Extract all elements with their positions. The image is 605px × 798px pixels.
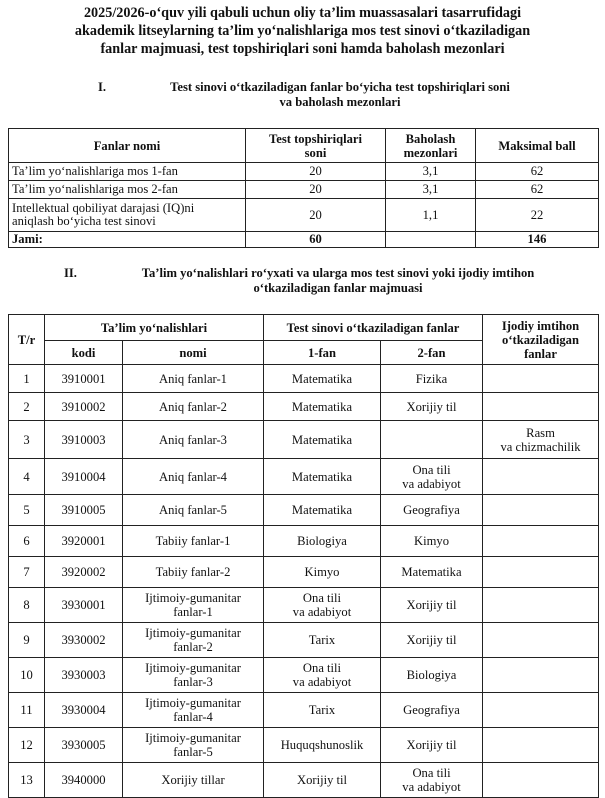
row-number: 13	[9, 763, 45, 798]
subject-2-cell	[381, 623, 483, 658]
table-row	[9, 495, 599, 526]
criteria-cell: 1,1	[386, 199, 476, 232]
cell-line: Xorijiy til	[406, 399, 457, 414]
cell-line: Ona tili	[302, 591, 342, 605]
cell-line: Aniq fanlar-4	[159, 469, 227, 484]
section-2-heading	[64, 266, 584, 298]
table-row	[9, 199, 599, 232]
creative-exam-cell	[483, 393, 599, 421]
header-criteria	[386, 129, 476, 163]
direction-name	[123, 421, 264, 459]
subject-1-cell	[264, 557, 381, 588]
header-subject-1: 1-fan	[264, 341, 381, 365]
cell-line: Ijtimoiy-gumanitar	[145, 591, 241, 605]
direction-name	[123, 526, 264, 557]
creative-exam-cell	[483, 658, 599, 693]
row-number: 4	[9, 459, 45, 495]
header-subject-name: Fanlar nomi	[9, 129, 246, 163]
section-2-heading-text	[98, 266, 578, 296]
header-tr: T/r	[9, 315, 45, 365]
cell-line: Aniq fanlar-5	[159, 503, 227, 517]
direction-name	[123, 693, 264, 728]
direction-name	[123, 763, 264, 798]
subject-1-cell	[264, 728, 381, 763]
criteria-cell: 3,1	[386, 163, 476, 181]
table-row	[9, 623, 599, 658]
cell-line: Ijtimoiy-gumanitar	[145, 696, 241, 710]
cell-line: Kimyo	[304, 565, 340, 579]
cell-line: fanlar-1	[173, 605, 213, 619]
cell-line: Ta’lim yo‘nalishlariga mos 2-fan	[12, 182, 178, 196]
subject-2-cell	[381, 495, 483, 526]
cell-line: Matematika	[291, 432, 353, 447]
subject-name-cell	[9, 199, 246, 232]
cell-line: Xorijiy til	[296, 773, 348, 787]
cell-line: Huquqshunoslik	[280, 738, 364, 752]
heading-line: o‘tkaziladigan fanlar majmuasi	[253, 281, 423, 295]
header-line: Test topshiriqlari	[269, 131, 362, 146]
cell-line: Tarix	[308, 703, 336, 717]
creative-exam-cell	[483, 588, 599, 623]
subject-2-cell	[381, 421, 483, 459]
cell-line: Ijtimoiy-gumanitar	[145, 661, 241, 675]
heading-line: Test sinovi o‘tkaziladigan fanlar bo‘yicha test topshiriqlari soni	[170, 80, 510, 94]
section-1-heading	[98, 80, 578, 112]
direction-name	[123, 728, 264, 763]
subject-1-cell	[264, 421, 381, 459]
cell-line: Rasm	[526, 425, 555, 440]
direction-code: 3910001	[45, 365, 123, 393]
total-max: 146	[476, 232, 599, 248]
table-row	[9, 365, 599, 393]
cell-line: Matematika	[291, 469, 353, 484]
cell-line: va adabiyot	[402, 780, 461, 794]
cell-line: Xorijiy til	[406, 633, 457, 647]
table-row	[9, 163, 599, 181]
direction-code: 3930001	[45, 588, 123, 623]
cell-line: Xorijiy tillar	[161, 773, 225, 787]
table-header-row	[9, 315, 599, 341]
cell-line: Aniq fanlar-3	[159, 432, 227, 447]
header-line: mezonlari	[403, 145, 458, 160]
row-number: 9	[9, 623, 45, 658]
row-number: 3	[9, 421, 45, 459]
cell-line: Ona tili	[412, 766, 451, 780]
section-1-number: I.	[98, 80, 107, 94]
table-header-row	[9, 129, 599, 163]
direction-code: 3920002	[45, 557, 123, 588]
direction-code: 3930003	[45, 658, 123, 693]
cell-line: Matematika	[291, 371, 353, 386]
cell-line: Xorijiy til	[406, 598, 457, 612]
creative-exam-cell	[483, 623, 599, 658]
subject-2-cell	[381, 693, 483, 728]
header-directions: Ta’lim yo‘nalishlari	[45, 315, 264, 341]
cell-line: Intellektual qobiliyat darajasi (IQ)ni	[12, 201, 195, 215]
creative-exam-cell	[483, 365, 599, 393]
document-title	[0, 4, 605, 58]
header-task-count	[246, 129, 386, 163]
direction-code: 3910005	[45, 495, 123, 526]
header-code: kodi	[45, 341, 123, 365]
row-number: 6	[9, 526, 45, 557]
header-max-score: Maksimal ball	[476, 129, 599, 163]
row-number: 1	[9, 365, 45, 393]
row-number: 12	[9, 728, 45, 763]
cell-line: Biologiya	[406, 668, 457, 682]
header-name: nomi	[123, 341, 264, 365]
cell-line: va adabiyot	[292, 675, 352, 689]
subject-2-cell	[381, 393, 483, 421]
row-number: 7	[9, 557, 45, 588]
section-2-number: II.	[64, 266, 77, 280]
cell-line: Fizika	[415, 371, 448, 386]
subject-1-cell	[264, 495, 381, 526]
creative-exam-cell	[483, 459, 599, 495]
cell-line: va adabiyot	[292, 605, 352, 619]
cell-line: Biologiya	[297, 534, 347, 548]
table-row	[9, 658, 599, 693]
cell-line: Matematika	[291, 399, 353, 414]
header-line: Baholash	[405, 131, 456, 146]
cell-line: Geografiya	[403, 503, 460, 517]
direction-name	[123, 623, 264, 658]
cell-line: aniqlash bo‘yicha test sinovi	[12, 214, 156, 228]
cell-line: fanlar-2	[173, 640, 213, 654]
max-score-cell: 62	[476, 163, 599, 181]
creative-exam-cell	[483, 495, 599, 526]
direction-name	[123, 393, 264, 421]
direction-name	[123, 459, 264, 495]
cell-line: Tabiiy fanlar-2	[155, 565, 231, 579]
subject-1-cell	[264, 526, 381, 557]
subject-2-cell	[381, 763, 483, 798]
cell-line: Matematika	[401, 565, 462, 579]
direction-code: 3910004	[45, 459, 123, 495]
cell-line: Xorijiy til	[406, 738, 457, 752]
header-line: o‘tkaziladigan	[502, 332, 579, 347]
subject-1-cell	[264, 693, 381, 728]
directions-table	[8, 314, 599, 798]
cell-line: Matematika	[291, 503, 353, 517]
task-count-cell: 20	[246, 163, 386, 181]
subject-name-cell	[9, 163, 246, 181]
subject-2-cell	[381, 365, 483, 393]
cell-line: fanlar-4	[173, 710, 213, 724]
cell-line: Tabiiy fanlar-1	[155, 534, 231, 548]
total-criteria-empty	[386, 232, 476, 248]
max-score-cell: 62	[476, 181, 599, 199]
subject-1-cell	[264, 763, 381, 798]
row-number: 5	[9, 495, 45, 526]
direction-code: 3930002	[45, 623, 123, 658]
cell-line: Aniq fanlar-2	[159, 399, 227, 414]
total-label: Jami:	[9, 232, 246, 248]
task-count-cell: 20	[246, 181, 386, 199]
subject-1-cell	[264, 365, 381, 393]
table-row	[9, 459, 599, 495]
heading-line: Ta’lim yo‘nalishlari ro‘yxati va ularga mos test sinovi yoki ijodiy imtihon	[141, 266, 535, 280]
table-row	[9, 557, 599, 588]
table-row	[9, 763, 599, 798]
creative-exam-cell	[483, 693, 599, 728]
direction-name	[123, 365, 264, 393]
cell-line: Ta’lim yo‘nalishlariga mos 1-fan	[12, 164, 178, 178]
row-number: 2	[9, 393, 45, 421]
criteria-table	[8, 128, 599, 248]
heading-line: va baholash mezonlari	[279, 95, 401, 109]
creative-exam-cell	[483, 526, 599, 557]
subject-2-cell	[381, 459, 483, 495]
cell-line: Ona tili	[412, 462, 451, 477]
table-row	[9, 588, 599, 623]
subject-1-cell	[264, 658, 381, 693]
direction-code: 3910003	[45, 421, 123, 459]
direction-code: 3940000	[45, 763, 123, 798]
subject-2-cell	[381, 526, 483, 557]
direction-code: 3910002	[45, 393, 123, 421]
table-row	[9, 526, 599, 557]
subject-2-cell	[381, 588, 483, 623]
cell-line: Ona tili	[302, 661, 342, 675]
task-count-cell: 20	[246, 199, 386, 232]
cell-line: va adabiyot	[402, 476, 461, 491]
subject-name-cell	[9, 181, 246, 199]
title-line: 2025/2026-o‘quv yili qabuli uchun oliy ta’lim muassasalari tasarrufidagi	[83, 5, 522, 21]
cell-line: Ijtimoiy-gumanitar	[145, 731, 241, 745]
direction-name	[123, 588, 264, 623]
direction-name	[123, 495, 264, 526]
creative-exam-cell	[483, 557, 599, 588]
header-test-subjects: Test sinovi o‘tkaziladigan fanlar	[264, 315, 483, 341]
subject-1-cell	[264, 588, 381, 623]
cell-line: Geografiya	[403, 703, 460, 717]
creative-exam-cell	[483, 728, 599, 763]
row-number: 11	[9, 693, 45, 728]
table-row	[9, 693, 599, 728]
direction-code: 3930005	[45, 728, 123, 763]
criteria-cell: 3,1	[386, 181, 476, 199]
cell-line: Kimyo	[414, 534, 449, 548]
total-row	[9, 232, 599, 248]
direction-name	[123, 557, 264, 588]
cell-line: Aniq fanlar-1	[159, 371, 227, 386]
cell-line: va chizmachilik	[500, 439, 581, 454]
subject-2-cell	[381, 557, 483, 588]
header-line: soni	[304, 145, 327, 160]
section-1-heading-text	[120, 80, 560, 110]
table-row	[9, 728, 599, 763]
cell-line: fanlar-3	[173, 675, 213, 689]
subject-1-cell	[264, 393, 381, 421]
direction-name	[123, 658, 264, 693]
creative-exam-cell	[483, 421, 599, 459]
row-number: 10	[9, 658, 45, 693]
header-line: Ijodiy imtihon	[501, 318, 580, 333]
row-number: 8	[9, 588, 45, 623]
table-row	[9, 393, 599, 421]
cell-line: Tarix	[308, 633, 336, 647]
max-score-cell: 22	[476, 199, 599, 232]
direction-code: 3920001	[45, 526, 123, 557]
table-row	[9, 421, 599, 459]
table-row	[9, 181, 599, 199]
header-line: fanlar	[524, 346, 557, 361]
header-creative-exam	[483, 315, 599, 365]
direction-code: 3930004	[45, 693, 123, 728]
cell-line: fanlar-5	[173, 745, 213, 759]
subject-2-cell	[381, 728, 483, 763]
cell-line: Ijtimoiy-gumanitar	[145, 626, 241, 640]
subject-1-cell	[264, 459, 381, 495]
total-tasks: 60	[246, 232, 386, 248]
header-subject-2: 2-fan	[381, 341, 483, 365]
subject-1-cell	[264, 623, 381, 658]
creative-exam-cell	[483, 763, 599, 798]
subject-2-cell	[381, 658, 483, 693]
title-line: fanlar majmuasi, test topshiriqlari soni hamda baholash mezonlari	[100, 41, 505, 57]
title-line: akademik litseylarning ta’lim yo‘nalishlariga mos test sinovi o‘tkaziladigan	[74, 23, 531, 39]
